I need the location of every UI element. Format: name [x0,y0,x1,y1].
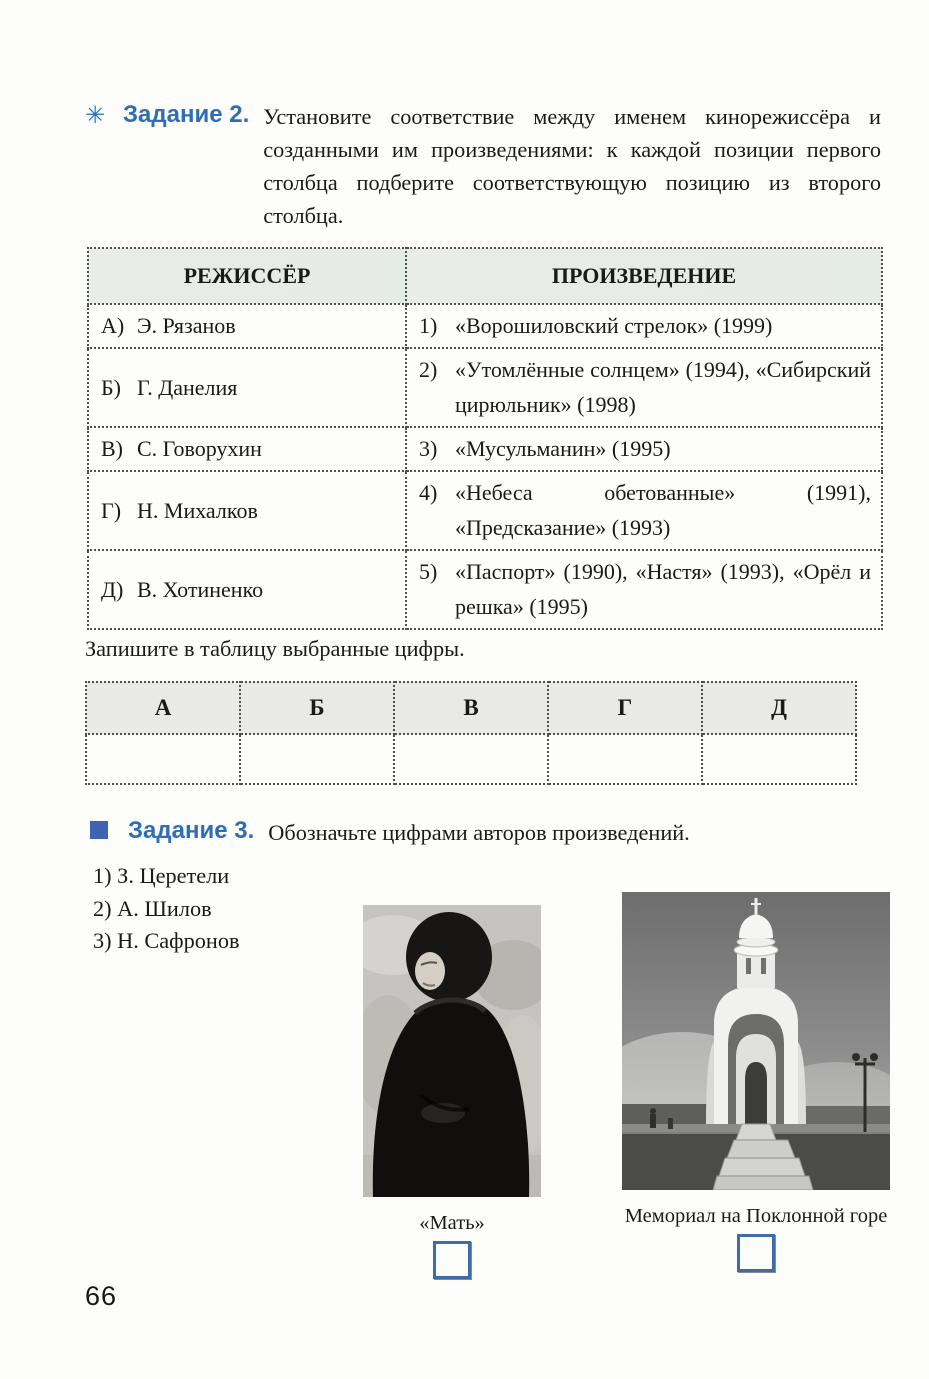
work-number: 4) [419,480,438,505]
director-name: В. Хотиненко [137,576,264,602]
answer-header-d: Д [702,682,856,734]
answer-checkbox-mother[interactable] [433,1241,471,1279]
asterisk-bullet-icon: ✳ [85,101,106,129]
task3-label: Задание 3. [128,817,255,844]
square-bullet-icon [90,821,108,839]
mother-portrait-photo [363,905,541,1197]
director-key: Д) [101,576,124,602]
work-number: 5) [419,559,438,584]
task2-label: Задание 2. [123,101,250,128]
figure-mother [363,905,541,1279]
director-name: Г. Данелия [137,374,238,400]
work-titles: «Утомлённые солнцем» (1994), «Сибирский цирюльник» (1998) [455,357,871,417]
director-name: С. Говорухин [137,436,262,461]
work-number: 2) [419,357,438,382]
answer-header-a: А [86,682,240,734]
answer-table [85,681,857,785]
work-titles: «Ворошиловский стрелок» (1999) [455,313,773,338]
work-titles: «Паспорт» (1990), «Настя» (1993), «Орёл и решка» (1995) [455,559,871,619]
work-titles: «Мусульманин» (1995) [455,436,671,461]
director-key: В) [101,436,123,461]
figure-caption: Мемориал на Поклонной горе [624,1205,888,1227]
column-header-work: ПРОИЗВЕДЕНИЕ [406,248,882,304]
author-item: 2) А. Шилов [93,895,212,921]
work-number: 1) [419,313,438,338]
task2-instruction-text: Установите соответствие между именем кинорежиссёра и созданными им произведениями: к каждой позиции первого столбца подберите соответствующую позицию из второго столбца. [263,104,881,228]
page-number: 66 [85,1281,118,1311]
table-row [88,427,882,471]
answer-cell-g[interactable] [548,734,702,784]
figure-memorial [622,892,890,1272]
answer-cell-b[interactable] [240,734,394,784]
answer-header-g: Г [548,682,702,734]
authors-list [93,860,240,958]
work-titles: «Небеса обетованные» (1991), «Предсказание» (1993) [455,480,871,540]
answer-value-row [86,734,856,784]
directors-works-table [87,247,883,630]
director-name: Э. Рязанов [137,313,236,338]
answer-cell-a[interactable] [86,734,240,784]
author-item: 3) Н. Сафронов [93,928,240,953]
author-item: 1) З. Церетели [93,863,230,888]
answer-checkbox-memorial[interactable] [737,1234,775,1272]
memorial-photo [622,892,890,1190]
task3-header [90,816,890,849]
director-key: А) [101,313,125,338]
answer-cell-d[interactable] [702,734,856,784]
answer-header-v: В [394,682,548,734]
answer-header-row [86,682,856,734]
director-key: Б) [101,374,121,400]
work-number: 3) [419,436,438,461]
table-header-row [88,248,882,304]
answer-cell-v[interactable] [394,734,548,784]
table-row [88,304,882,348]
write-digits-instruction: Запишите в таблицу выбранные цифры. [85,636,465,661]
table-row [88,550,882,629]
answer-header-b: Б [240,682,394,734]
task2-header [85,100,881,232]
table-row [88,348,882,427]
figure-caption: «Мать» [419,1212,485,1234]
director-name: Н. Михалков [137,497,258,523]
director-key: Г) [101,497,122,523]
table-row [88,471,882,550]
column-header-director: РЕЖИССЁР [88,248,406,304]
task3-instruction-text: Обозначьте цифрами авторов произведений. [268,820,690,845]
